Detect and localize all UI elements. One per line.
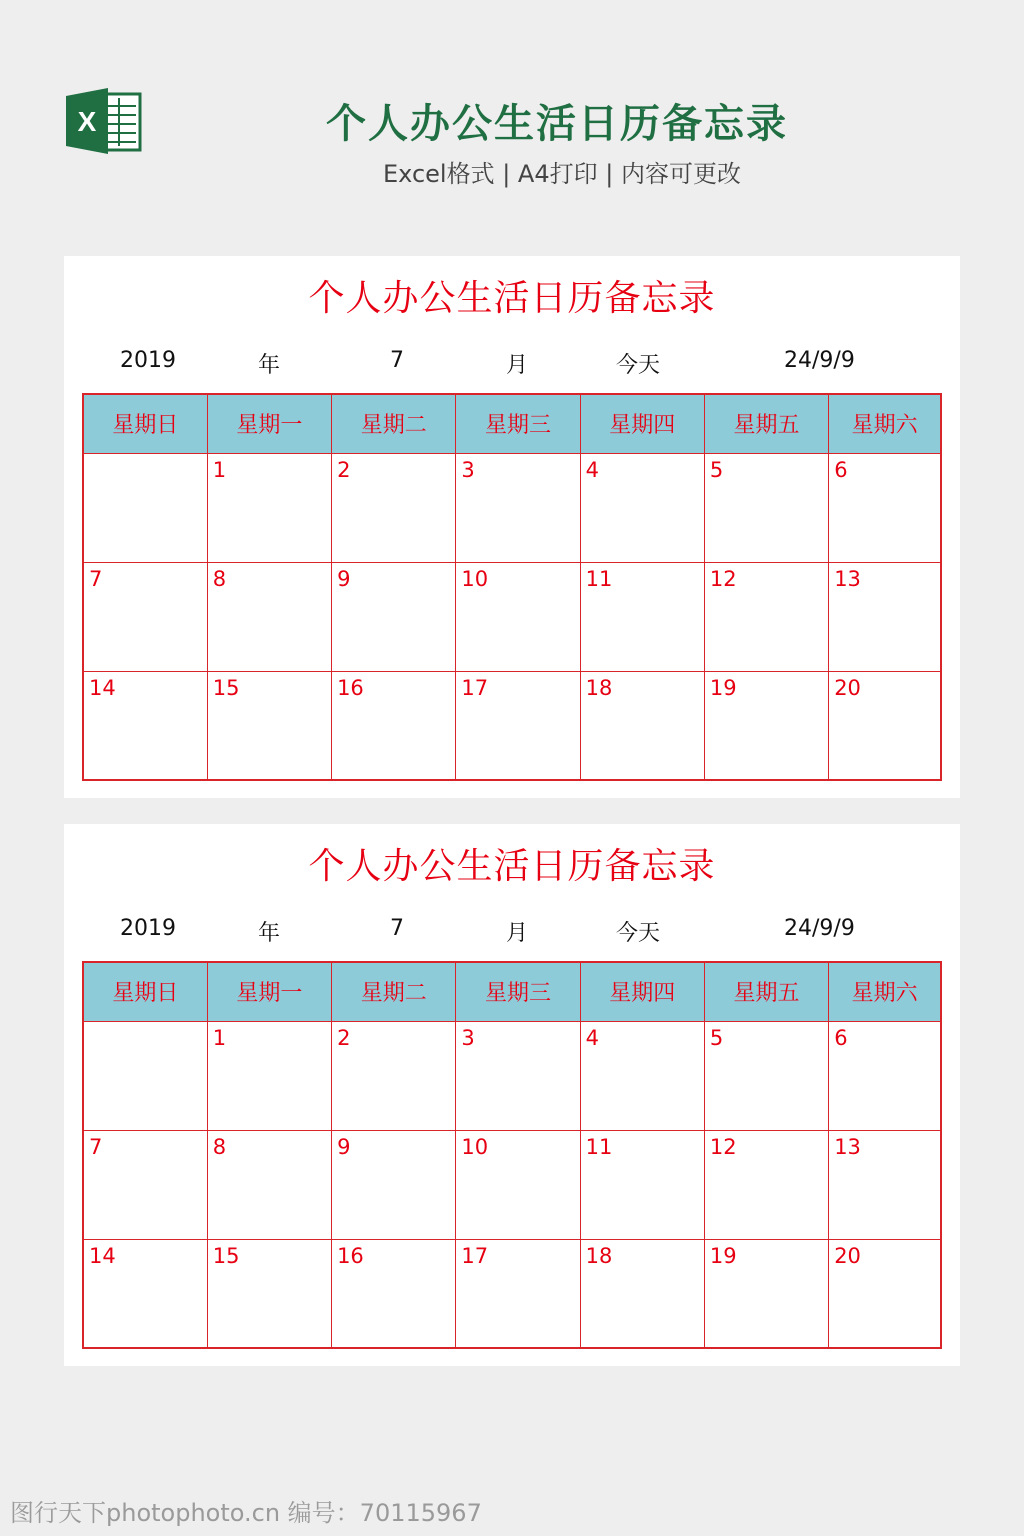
weekday-header: 星期三 (456, 962, 580, 1021)
day-cell[interactable]: 18 (580, 671, 704, 780)
month-value[interactable]: 7 (390, 348, 404, 373)
day-cell[interactable]: 11 (580, 1130, 704, 1239)
day-cell[interactable]: 18 (580, 1239, 704, 1348)
week-row (83, 1239, 941, 1348)
calendar-card (64, 824, 960, 1366)
weekday-header: 星期二 (332, 962, 456, 1021)
weekday-header: 星期四 (580, 394, 704, 453)
weekday-header: 星期六 (829, 394, 941, 453)
day-cell[interactable]: 19 (704, 671, 828, 780)
day-cell[interactable]: 1 (207, 1021, 331, 1130)
week-row (83, 453, 941, 562)
month-label: 月 (506, 353, 529, 378)
date-info-row (64, 348, 960, 378)
day-cell[interactable]: 2 (332, 453, 456, 562)
weekday-header: 星期四 (580, 962, 704, 1021)
day-cell[interactable]: 20 (829, 671, 941, 780)
day-cell[interactable]: 13 (829, 562, 941, 671)
day-cell[interactable]: 17 (456, 1239, 580, 1348)
date-info-row (64, 916, 960, 946)
weekday-header-row (83, 962, 941, 1021)
day-cell[interactable]: 11 (580, 562, 704, 671)
day-cell[interactable]: 17 (456, 671, 580, 780)
day-cell[interactable] (83, 453, 207, 562)
excel-icon-letter: X (77, 106, 97, 137)
day-cell[interactable]: 16 (332, 1239, 456, 1348)
year-value[interactable]: 2019 (120, 916, 176, 941)
year-label: 年 (258, 353, 281, 378)
page-title: 个人办公生活日历备忘录 (326, 101, 788, 147)
weekday-header: 星期三 (456, 394, 580, 453)
day-cell[interactable]: 2 (332, 1021, 456, 1130)
day-cell[interactable] (83, 1021, 207, 1130)
watermark: 图行天下photophoto.cn 编号：70115967 (10, 1499, 482, 1527)
day-cell[interactable]: 16 (332, 671, 456, 780)
today-value[interactable]: 24/9/9 (784, 348, 855, 373)
year-value[interactable]: 2019 (120, 348, 176, 373)
day-cell[interactable]: 4 (580, 1021, 704, 1130)
weekday-header-row (83, 394, 941, 453)
weekday-header: 星期一 (207, 394, 331, 453)
day-cell[interactable]: 3 (456, 453, 580, 562)
year-label: 年 (258, 921, 281, 946)
day-cell[interactable]: 10 (456, 562, 580, 671)
month-label: 月 (506, 921, 529, 946)
weekday-header: 星期五 (704, 962, 828, 1021)
day-cell[interactable]: 15 (207, 671, 331, 780)
calendar-grid (82, 393, 942, 781)
day-cell[interactable]: 4 (580, 453, 704, 562)
day-cell[interactable]: 5 (704, 1021, 828, 1130)
day-cell[interactable]: 8 (207, 562, 331, 671)
today-value[interactable]: 24/9/9 (784, 916, 855, 941)
weekday-header: 星期日 (83, 394, 207, 453)
week-row (83, 1130, 941, 1239)
calendar-title: 个人办公生活日历备忘录 (308, 846, 716, 887)
week-row (83, 1021, 941, 1130)
day-cell[interactable]: 9 (332, 562, 456, 671)
day-cell[interactable]: 20 (829, 1239, 941, 1348)
day-cell[interactable]: 19 (704, 1239, 828, 1348)
today-label: 今天 (616, 353, 661, 378)
day-cell[interactable]: 3 (456, 1021, 580, 1130)
weekday-header: 星期日 (83, 962, 207, 1021)
calendar-title: 个人办公生活日历备忘录 (308, 278, 716, 319)
month-value[interactable]: 7 (390, 916, 404, 941)
page-subtitle: Excel格式 | A4打印 | 内容可更改 (383, 160, 741, 188)
day-cell[interactable]: 15 (207, 1239, 331, 1348)
weekday-header: 星期六 (829, 962, 941, 1021)
day-cell[interactable]: 14 (83, 1239, 207, 1348)
day-cell[interactable]: 6 (829, 1021, 941, 1130)
week-row (83, 562, 941, 671)
calendar-card (64, 256, 960, 798)
day-cell[interactable]: 12 (704, 562, 828, 671)
day-cell[interactable]: 12 (704, 1130, 828, 1239)
day-cell[interactable]: 9 (332, 1130, 456, 1239)
day-cell[interactable]: 10 (456, 1130, 580, 1239)
week-row (83, 671, 941, 780)
day-cell[interactable]: 5 (704, 453, 828, 562)
weekday-header: 星期二 (332, 394, 456, 453)
day-cell[interactable]: 1 (207, 453, 331, 562)
weekday-header: 星期五 (704, 394, 828, 453)
day-cell[interactable]: 14 (83, 671, 207, 780)
day-cell[interactable]: 7 (83, 562, 207, 671)
day-cell[interactable]: 6 (829, 453, 941, 562)
day-cell[interactable]: 7 (83, 1130, 207, 1239)
day-cell[interactable]: 13 (829, 1130, 941, 1239)
weekday-header: 星期一 (207, 962, 331, 1021)
today-label: 今天 (616, 921, 661, 946)
calendar-grid (82, 961, 942, 1349)
day-cell[interactable]: 8 (207, 1130, 331, 1239)
